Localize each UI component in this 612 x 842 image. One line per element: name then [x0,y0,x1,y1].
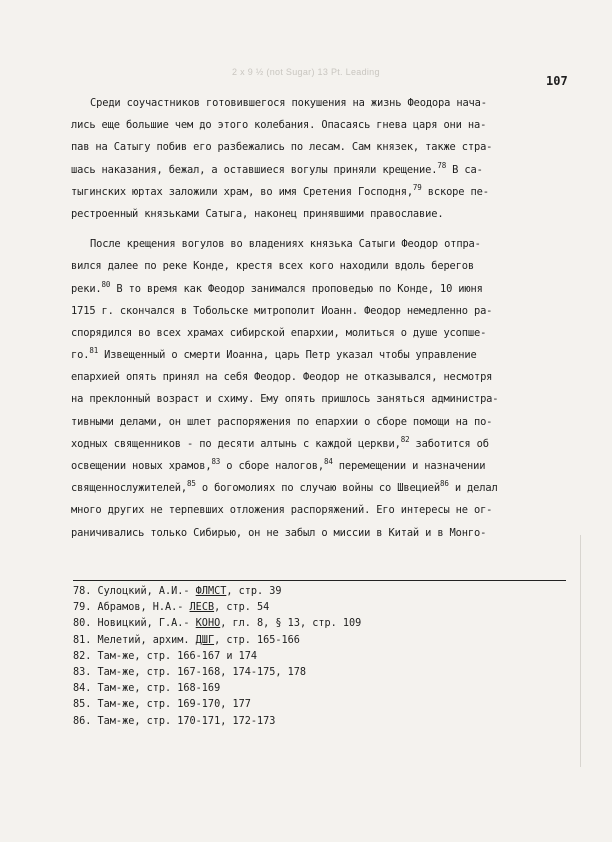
footnote-text: 82. Там-же, стр. 166-167 и 174 [73,650,258,662]
footnote-text: 85. Там-же, стр. 169-170, 177 [73,699,251,711]
text-run: ходных священников - по десяти алтынь с каждой церкви, [71,437,401,450]
footnote-text: 83. Там-же, стр. 167-168, 174-175, 178 [73,666,307,678]
footnote-item [73,681,573,697]
text-run: лись еще большие чем до этого колебания. Опасаясь гнева царя они на- [71,119,487,132]
text-run: шась наказания, бежал, а оставшиеся вогулы приняли крещение. [71,163,438,176]
footnote-item [73,616,573,632]
text-line [71,522,574,544]
footnote-ref: 85 [187,479,196,489]
text-line [71,159,574,181]
text-run: много других не терпевших отложения распоряжений. Его интересы не ог- [71,504,493,517]
text-run: перемещении и назначении [332,460,486,472]
main-text [71,92,574,544]
text-run: пав на Сатыгу побив его разбежались по лесам. Сам князек, также стра- [71,141,493,154]
text-run: рестроенный князьками Сатыга, наконец принявшими православие. [71,207,444,220]
footnote-item [73,633,573,649]
text-run: спорядился во всех храмах сибирской епархии, молиться о душе усопше- [71,326,487,339]
text-line [71,499,574,521]
text-run: Извещенный о смерти Иоанна, царь Петр указал чтобы управление [98,349,477,362]
text-line [71,344,574,366]
text-line [71,255,574,277]
text-line [71,433,574,455]
footnotes [73,584,573,730]
text-run: на преклонный возраст и схиму. Ему опять пришлось заняться администра- [71,393,499,406]
text-run: тыгинских юртах заложили храм, во имя Сретения Господня, [71,185,413,198]
text-line [71,233,574,255]
footnote-text: 80. Новицкий, Г.А.- [73,618,196,630]
footnote-text: , стр. 165-166 [214,634,300,646]
text-run: вился далее по реке Конде, крестя всех кого находили вдоль берегов [71,260,474,273]
footnote-ref: 78 [437,160,447,170]
footnote-item [73,649,573,665]
faint-typesetting-header: 2 x 9 ½ (not Sugar) 13 Pt. Leading [232,67,380,77]
text-run: тивными делами, он шлет распоряжения по епархии о сборе помощи на по- [71,415,493,428]
text-run: заботится об [409,437,489,450]
text-line [71,300,574,322]
text-line [71,278,574,300]
footnote-text: 86. Там-же, стр. 170-171, 172-173 [73,715,276,727]
text-line [71,366,574,388]
footnote-text: 81. Мелетий, архим. [73,634,196,646]
text-run: Среди соучастников готовившегося покушения на жизнь Феодора нача- [90,97,487,109]
text-run: раничивались только Сибирью, он не забыл о миссии в Китай и в Монго- [71,526,487,539]
text-run: го. [71,349,90,362]
text-run: В то время как Феодор занимался проповедью по Конде, 10 июня [110,282,483,295]
source-abbreviation: КОНО [195,618,221,630]
text-run: о сборе налогов, [220,460,324,472]
text-run: вскоре пе- [421,185,489,198]
text-run: 1715 г. скончался в Тобольске митрополит Иоанн. Феодор немедленно ра- [71,304,493,317]
text-run: реки. [71,282,102,295]
text-line [71,322,574,344]
source-abbreviation: ДШГ [195,634,215,646]
footnote-text: , стр. 39 [226,586,282,597]
footnote-item [73,665,573,681]
footnote-separator [73,580,566,581]
text-line [71,455,574,477]
margin-guide-line [580,535,581,767]
footnote-ref: 79 [412,182,422,192]
footnote-text: , стр. 54 [214,602,270,614]
text-line [71,181,574,203]
source-abbreviation: ФЛМСТ [195,586,227,597]
text-run: о богомолиях по случаю войны со Швецией [195,482,440,495]
text-line [71,411,574,433]
footnote-ref: 82 [400,434,410,444]
footnote-text: , гл. 8, § 13, стр. 109 [220,618,362,630]
source-abbreviation: ЛЕСВ [189,602,215,614]
text-run: священнослужителей, [71,482,188,495]
text-line [71,92,574,114]
text-run: епархией опять принял на себя Феодор. Феодор не отказывался, несмотря [71,371,493,384]
page-number: 107 [546,74,568,88]
footnote-ref: 83 [211,457,221,466]
footnote-item [73,584,573,600]
text-run: и делал [448,482,498,495]
text-line [71,477,574,499]
text-line [71,136,574,158]
footnote-ref: 86 [439,479,449,489]
footnote-ref: 84 [323,457,333,466]
footnote-item [73,697,573,713]
footnote-ref: 80 [101,279,111,289]
footnote-text: 78. Сулоцкий, А.И.- [73,586,196,597]
text-line [71,388,574,410]
text-run: В са- [446,163,483,176]
footnote-text: 84. Там-же, стр. 168-169 [73,683,221,695]
paragraph-gap [71,225,574,233]
footnote-item [73,714,573,730]
text-run: После крещения вогулов во владениях князька Сатыги Феодор отпра- [90,238,481,251]
text-line [71,203,574,225]
footnote-text: 79. Абрамов, Н.А.- [73,602,190,614]
text-run: освещении новых храмов, [71,460,212,472]
footnote-item [73,600,573,616]
text-line [71,114,574,136]
footnote-ref: 81 [89,346,99,356]
